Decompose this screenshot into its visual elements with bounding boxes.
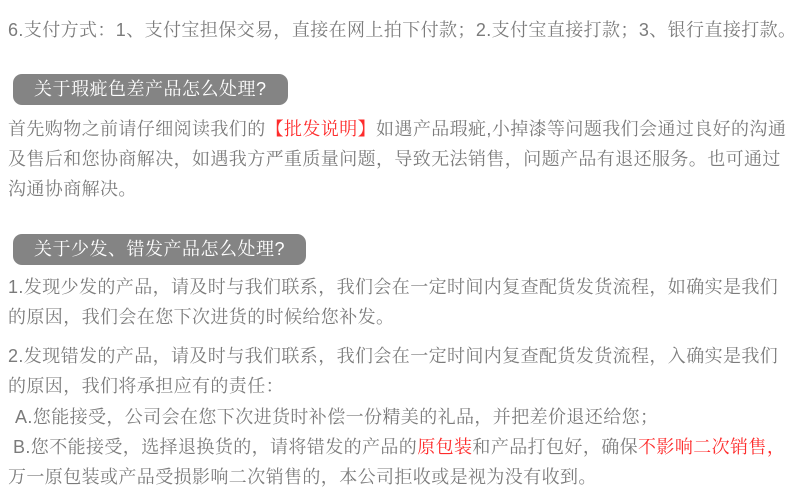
wrong-items-paragraph: [8, 341, 792, 401]
defect-section-header-row: [8, 74, 792, 105]
defect-question-badge: 关于瑕疵色差产品怎么处理?: [13, 74, 288, 105]
wrong-items-line-1: 2.发现错发的产品，请及时与我们联系，我们会在一定时间内复查配货发货流程，入确实是我们: [8, 346, 779, 366]
option-b-pre: B.您不能接受，选择退换货的，请将错发的产品的: [13, 437, 418, 457]
option-b-line-1: [8, 432, 792, 462]
defect-answer-paragraph: [8, 114, 792, 204]
missing-items-line-1: 1.发现少发的产品，请及时与我们联系，我们会在一定时间内复查配货发货流程，如确实是我们: [8, 277, 779, 297]
options-paragraph: [8, 402, 792, 492]
wrong-shipment-section-header-row: [8, 234, 792, 265]
missing-items-paragraph: [8, 272, 792, 332]
defect-answer-line-3: 沟通协商解决。: [8, 179, 137, 199]
option-a-line: A.您能接受，公司会在您下次进货时补偿一份精美的礼品，并把差价退还给您；: [15, 407, 659, 427]
defect-answer-line-1: [8, 114, 792, 144]
payment-methods-line: 6.支付方式：1、支付宝担保交易，直接在网上拍下付款；2.支付宝直接打款；3、银行直接打款。: [8, 20, 797, 40]
defect-line1-pre: 首先购物之前请仔细阅读我们的: [8, 119, 266, 139]
wholesale-notice-highlight: 【批发说明】: [265, 119, 377, 139]
wrong-shipment-question-badge: 关于少发、错发产品怎么处理?: [13, 234, 306, 265]
original-packaging-highlight: 原包装: [417, 437, 473, 457]
defect-answer-line-2: 及售后和您协商解决，如遇我方严重质量问题，导致无法销售，问题产品有退还服务。也可通过: [8, 149, 781, 169]
missing-items-line-2: 的原因，我们会在您下次进货的时候给您补发。: [8, 307, 395, 327]
resale-condition-highlight: 不影响二次销售，: [638, 437, 786, 457]
option-b-mid: 和产品打包好，确保: [472, 437, 639, 457]
option-b-line-2: 万一原包装或产品受损影响二次销售的，本公司拒收或是视为没有收到。: [8, 467, 597, 487]
defect-line1-post: 如遇产品瑕疵,小掉漆等问题我们会通过良好的沟通: [376, 119, 787, 139]
wrong-items-line-2: 的原因，我们将承担应有的责任：: [8, 376, 284, 396]
